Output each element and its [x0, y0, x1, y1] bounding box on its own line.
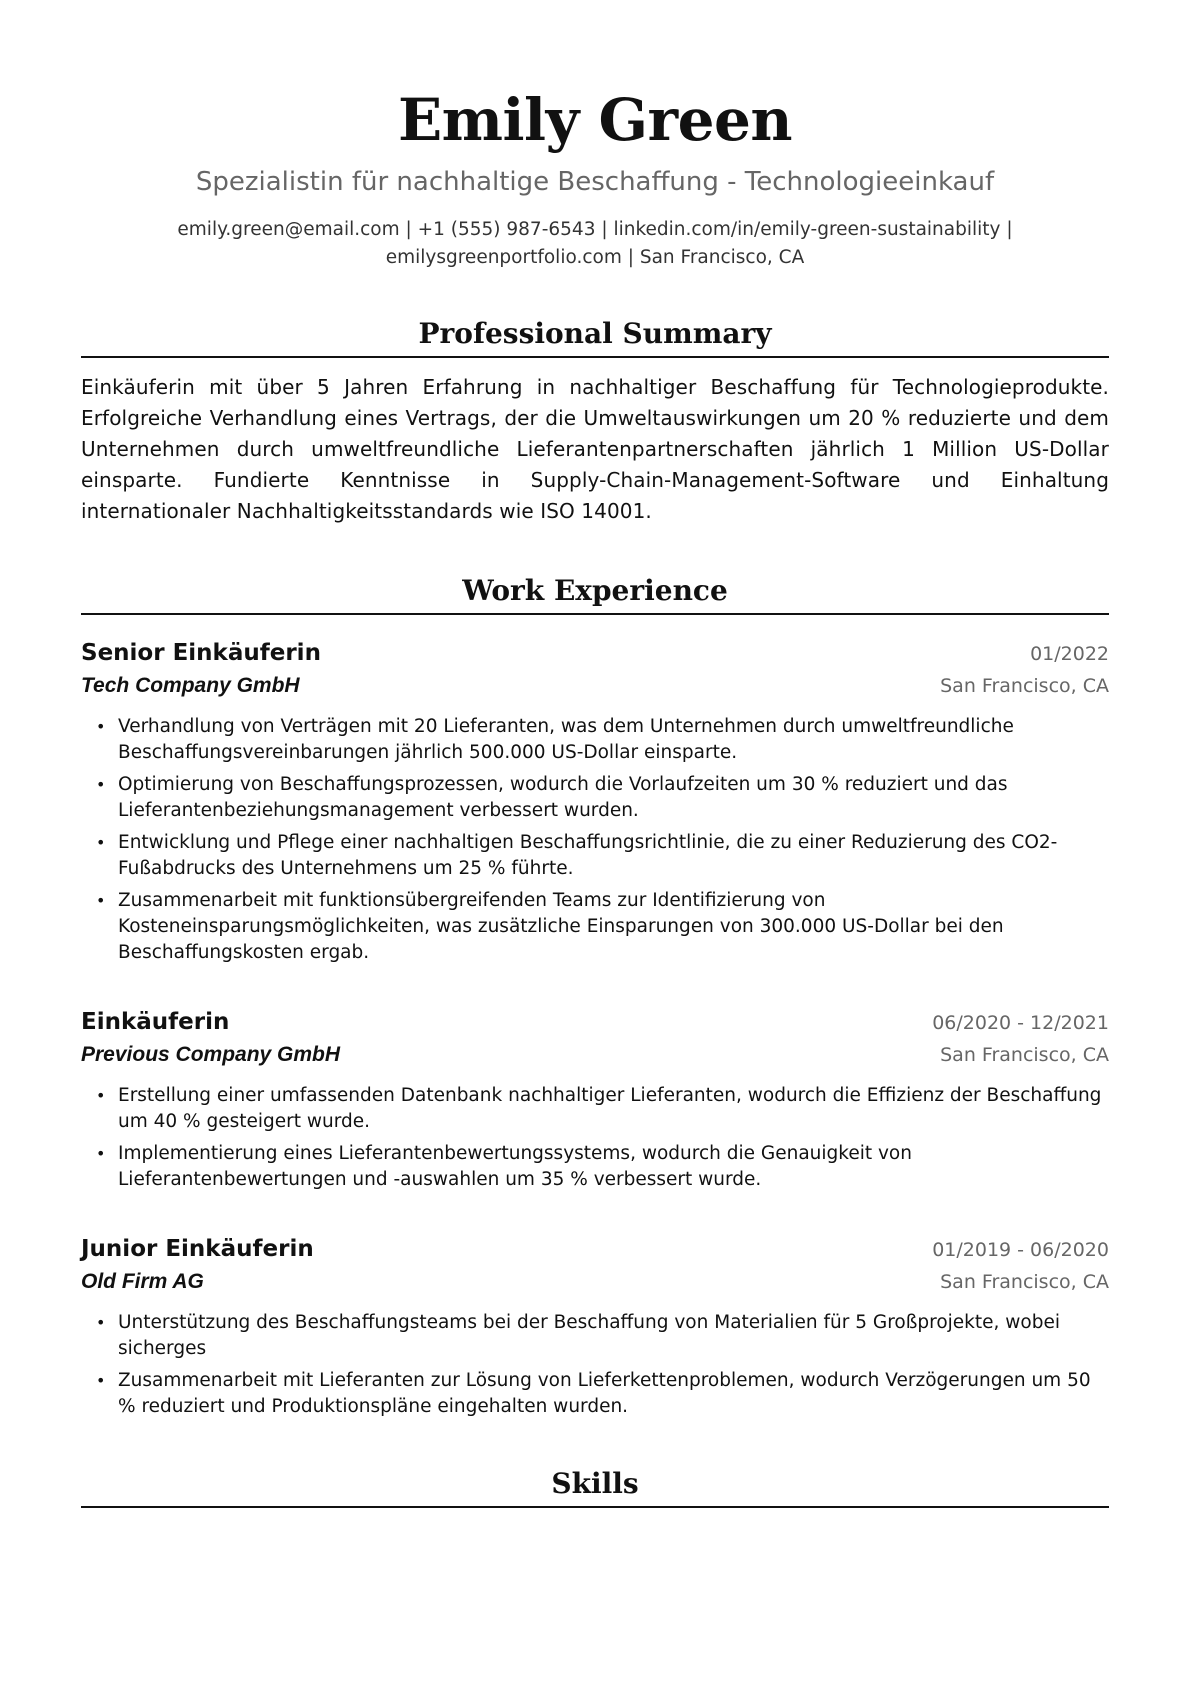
job-entry	[81, 637, 1109, 966]
skills-section	[81, 1466, 1109, 1508]
section-title-work: Work Experience	[81, 573, 1109, 615]
job-location: San Francisco, CA	[940, 1044, 1109, 1066]
job-bullet: • Implementierung eines Lieferantenbewertungssystems, wodurch die Genauigkeit von Lieferantenbewertungen und -auswahlen um 35 % verbessert wurde.	[81, 1141, 1109, 1193]
candidate-headline: Spezialistin für nachhaltige Beschaffung - Technologieeinkauf	[195, 167, 995, 197]
candidate-name: Emily Green	[397, 86, 793, 154]
contact-line-2: emilysgreenportfolio.com | San Francisco, CA	[385, 247, 805, 268]
job-company: Old Firm AG	[81, 1270, 204, 1293]
contact-info	[145, 216, 1045, 272]
job-entry	[81, 1233, 1109, 1420]
job-company-row	[81, 1039, 1109, 1071]
summary-text: Einkäuferin mit über 5 Jahren Erfahrung in nachhaltiger Beschaffung für Technologieprodukte. Erfolgreiche Verhandlung eines Vertrags, der die Umweltauswirkungen um 20 % reduzierte und dem Unternehmen durch umweltfreundliche Lieferantenpartnerschaften jährlich 1 Million US-Dollar einsparte. Fundierte Kenntnisse in Supply-Chain-Management-Software und Einhaltung internationaler Nachhaltigkeitsstandards wie ISO 14001.	[81, 375, 1109, 523]
professional-summary-section	[81, 316, 1109, 527]
job-bullet: • Optimierung von Beschaffungsprozessen, wodurch die Vorlaufzeiten um 30 % reduziert und das Lieferantenbeziehungsmanagement verbessert wurden.	[81, 772, 1109, 824]
job-company: Tech Company GmbH	[81, 674, 300, 697]
job-title: Junior Einkäuferin	[81, 1236, 314, 1262]
job-header-row	[81, 637, 1109, 670]
job-header-row	[81, 1233, 1109, 1266]
job-bullet: • Erstellung einer umfassenden Datenbank nachhaltiger Lieferanten, wodurch die Effizienz der Beschaffung um 40 % gesteigert wurde.	[81, 1083, 1109, 1135]
job-header-row	[81, 1006, 1109, 1039]
job-bullet: • Entwicklung und Pflege einer nachhaltigen Beschaffungsrichtlinie, die zu einer Reduzierung des CO2-Fußabdrucks des Unternehmens um 25 % führte.	[81, 830, 1109, 882]
job-bullet: • Zusammenarbeit mit funktionsübergreifenden Teams zur Identifizierung von Kosteneinsparungsmöglichkeiten, was zusätzliche Einsparungen von 300.000 US-Dollar bei den Beschaffungskosten ergab.	[81, 888, 1109, 966]
job-date: 01/2022	[1030, 643, 1109, 665]
job-bullets	[81, 1083, 1109, 1193]
job-title: Senior Einkäuferin	[81, 640, 321, 666]
section-title-summary: Professional Summary	[81, 316, 1109, 358]
job-location: San Francisco, CA	[940, 1271, 1109, 1293]
job-title: Einkäuferin	[81, 1009, 230, 1035]
job-bullet: • Unterstützung des Beschaffungsteams bei der Beschaffung von Materialien für 5 Großprojekte, wobei sicherges	[81, 1310, 1109, 1362]
section-title-skills: Skills	[81, 1466, 1109, 1508]
resume-header	[81, 80, 1109, 272]
job-company: Previous Company GmbH	[81, 1043, 341, 1066]
job-company-row	[81, 1266, 1109, 1298]
work-experience-section	[81, 573, 1109, 1420]
job-bullets	[81, 1310, 1109, 1420]
job-entry	[81, 1006, 1109, 1193]
job-date: 06/2020 - 12/2021	[932, 1012, 1109, 1034]
job-date: 01/2019 - 06/2020	[932, 1239, 1109, 1261]
job-company-row	[81, 670, 1109, 702]
job-bullets	[81, 714, 1109, 966]
job-bullet: • Verhandlung von Verträgen mit 20 Lieferanten, was dem Unternehmen durch umweltfreundliche Beschaffungsvereinbarungen jährlich 500.000 US-Dollar einsparte.	[81, 714, 1109, 766]
job-bullet: • Zusammenarbeit mit Lieferanten zur Lösung von Lieferkettenproblemen, wodurch Verzögerungen um 50 % reduziert und Produktionspläne eingehalten wurden.	[81, 1368, 1109, 1420]
job-location: San Francisco, CA	[940, 675, 1109, 697]
contact-line-1: emily.green@email.com | +1 (555) 987-6543 | linkedin.com/in/emily-green-sustainability |	[177, 219, 1013, 240]
